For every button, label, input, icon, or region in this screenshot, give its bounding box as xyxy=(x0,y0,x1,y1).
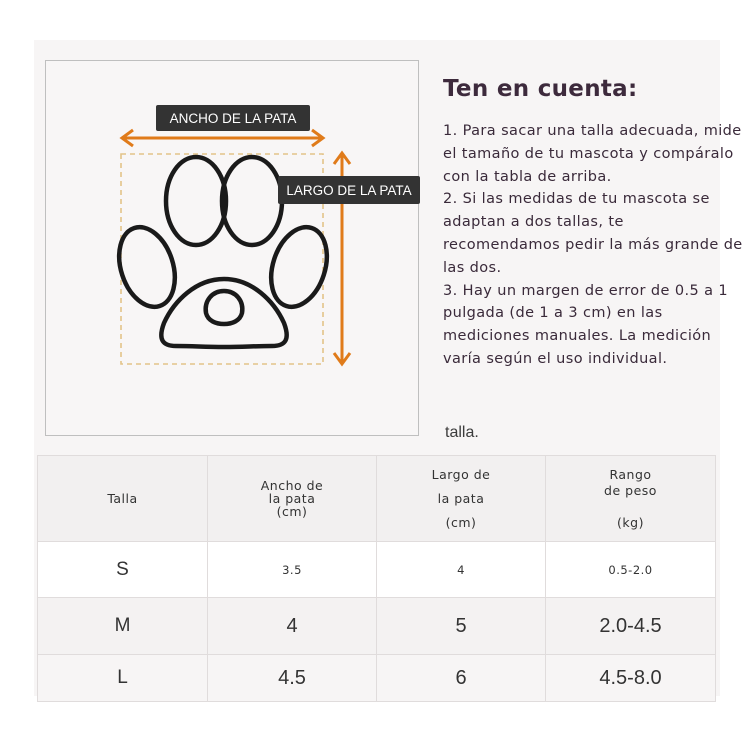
width-label: ANCHO DE LA PATA xyxy=(169,111,297,126)
width-arrow-icon xyxy=(122,130,323,146)
header-ancho: Ancho de la pata (cm) xyxy=(208,456,377,542)
cell-length: 4 xyxy=(377,542,546,598)
cell-weight: 2.0-4.5 xyxy=(546,598,716,655)
notes-list xyxy=(443,120,743,371)
cell-size: M xyxy=(38,598,208,655)
cell-size: L xyxy=(38,655,208,702)
table-row xyxy=(38,655,716,702)
note-item-1: 1. Para sacar una talla adecuada, mide el tamaño de tu mascota y compáralo con la tabla de arriba. xyxy=(443,123,742,185)
note-item-3: 3. Hay un margen de error de 0.5 a 1 pulgada (de 1 a 3 cm) en las mediciones manuales. La medición varía según el uso individual. xyxy=(443,282,729,367)
header-largo: Largo de la pata (cm) xyxy=(377,456,546,542)
table-row xyxy=(38,598,716,655)
cell-length: 5 xyxy=(377,598,546,655)
cell-size: S xyxy=(38,542,208,598)
cell-width: 3.5 xyxy=(208,542,377,598)
note-item-2: 2. Si las medidas de tu mascota se adaptan a dos tallas, te recomendamos pedir la más grande de las dos. xyxy=(443,191,743,276)
table-header-row xyxy=(38,456,716,542)
length-label: LARGO DE LA PATA xyxy=(286,183,412,198)
cell-width: 4 xyxy=(208,598,377,655)
paw-measurement-diagram xyxy=(45,60,419,436)
trailing-text: talla. xyxy=(445,424,479,441)
cell-width: 4.5 xyxy=(208,655,377,702)
paw-diagram-svg xyxy=(46,61,420,437)
header-talla: Talla xyxy=(38,456,208,542)
notes-title: Ten en cuenta: xyxy=(443,76,638,102)
header-peso: Rango de peso (kg) xyxy=(546,456,716,542)
cell-weight: 4.5-8.0 xyxy=(546,655,716,702)
size-table xyxy=(37,455,716,702)
cell-length: 6 xyxy=(377,655,546,702)
table-row xyxy=(38,542,716,598)
cell-weight: 0.5-2.0 xyxy=(546,542,716,598)
